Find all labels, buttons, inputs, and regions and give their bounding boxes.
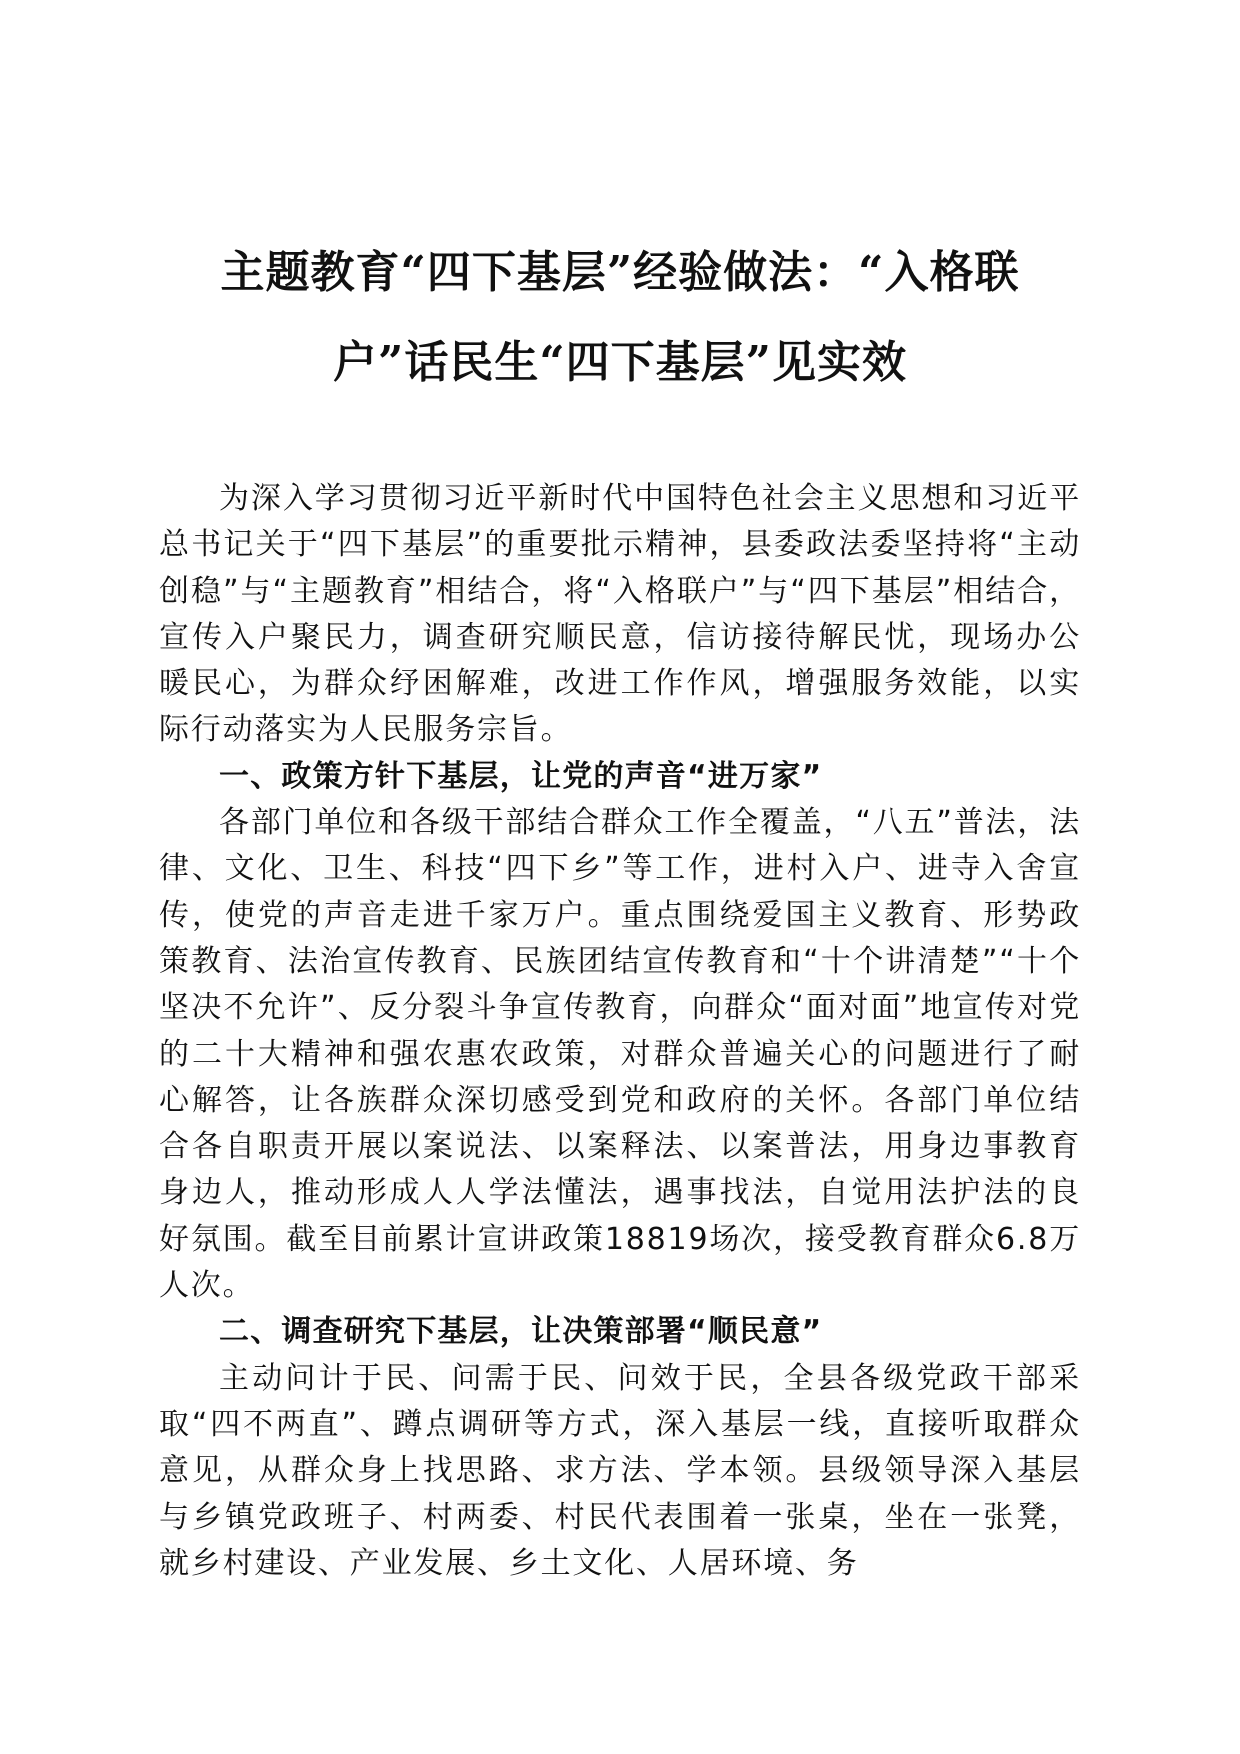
section-2-heading: 二、调查研究下基层，让决策部署“顺民意” [219, 1314, 823, 1350]
title-line-2: 户”话民生“四下基层”见实效 [333, 337, 907, 388]
section-1-heading: 一、政策方针下基层，让党的声音“进万家” [219, 758, 823, 794]
section-2-paragraph: 主动问计于民、问需于民、问效于民，全县各级党政干部采取“四不两直”、蹲点调研等方式，深入基层一线，直接听取群众意见，从群众身上找思路、求方法、学本领。县级领导深入基层与乡镇党政班子、村两委、村民代表围着一张桌，坐在一张凳，就乡村建设、产业发展、乡土文化、人居环境、务 [159, 1360, 1081, 1581]
document-body [159, 476, 1081, 1587]
document-title [150, 228, 1090, 408]
title-line-1: 主题教育“四下基层”经验做法：“入格联 [220, 247, 1020, 298]
section-1-paragraph: 各部门单位和各级干部结合群众工作全覆盖，“八五”普法，法律、文化、卫生、科技“四下乡”等工作，进村入户、进寺入舍宣传，使党的声音走进千家万户。重点围绕爱国主义教育、形势政策教育、法治宣传教育、民族团结宣传教育和“十个讲清楚”“十个坚决不允许”、反分裂斗争宣传教育，向群众“面对面”地宣传对党的二十大精神和强农惠农政策，对群众普遍关心的问题进行了耐心解答，让各族群众深切感受到党和政府的关怀。各部门单位结合各自职责开展以案说法、以案释法、以案普法，用身边事教育身边人，推动形成人人学法懂法，遇事找法，自觉用法护法的良好氛围。截至目前累计宣讲政策18819场次，接受教育群众6.8万人次。 [159, 805, 1081, 1304]
intro-paragraph: 为深入学习贯彻习近平新时代中国特色社会主义思想和习近平总书记关于“四下基层”的重要批示精神，县委政法委坚持将“主动创稳”与“主题教育”相结合，将“入格联户”与“四下基层”相结合，宣传入户聚民力，调查研究顺民意，信访接待解民忧，现场办公暖民心，为群众纾困解难，改进工作作风，增强服务效能，以实际行动落实为人民服务宗旨。 [159, 481, 1081, 748]
